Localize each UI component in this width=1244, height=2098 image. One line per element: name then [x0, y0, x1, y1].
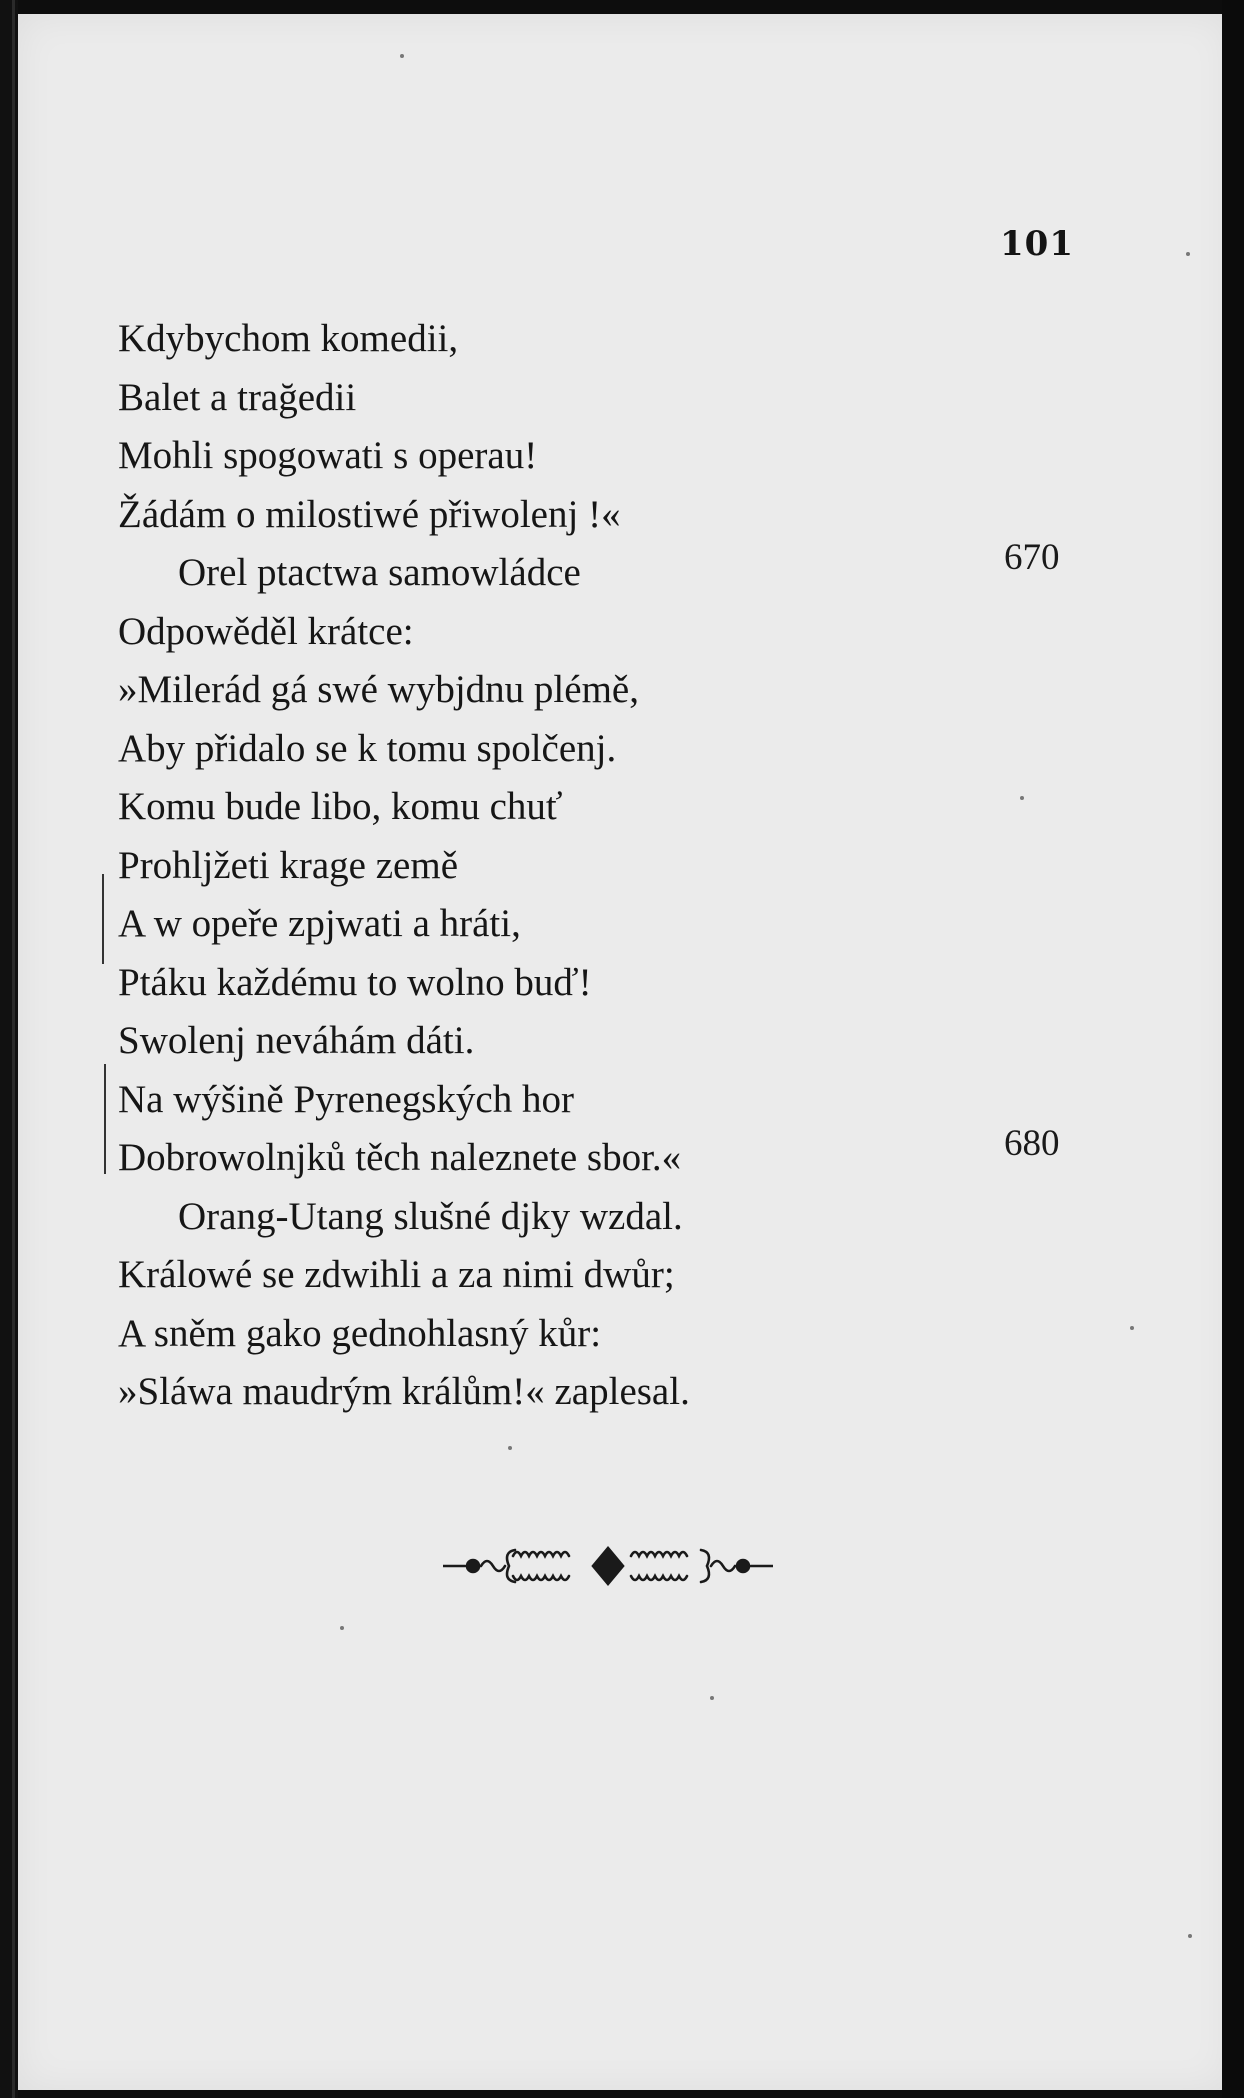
poem-line: Aby přidalo se k tomu spolčenj. — [118, 726, 617, 770]
decorative-vignette-icon — [443, 1536, 773, 1596]
poem-line: A w opeře zpjwati a hráti, — [118, 902, 521, 945]
book-page — [18, 14, 1230, 2090]
poem-line: Kdybychom komedii, — [118, 317, 459, 360]
poem-line: »Sláwa maudrým králům!« zaplesal. — [118, 1370, 690, 1413]
paper-speck — [1186, 252, 1190, 256]
paper-speck — [1130, 1326, 1134, 1330]
line-number-680: 680 — [1004, 1123, 1060, 1164]
poem-line: Swolenj neváhám dáti. — [118, 1019, 475, 1062]
poem-line: Ptáku každému to wolno buď! — [118, 960, 592, 1004]
margin-mark — [102, 874, 104, 964]
paper-speck — [1188, 1934, 1192, 1938]
left-page-edge — [0, 0, 18, 2098]
poem-text — [118, 310, 918, 1422]
poem-line: Orang-Utang slušné djky wzdal. — [178, 1194, 683, 1238]
paper-speck — [710, 1696, 714, 1700]
paper-speck — [1020, 796, 1024, 800]
line-number-670: 670 — [1004, 537, 1060, 578]
poem-line: Prohljžeti krage země — [118, 843, 459, 887]
poem-line: »Milerád gá swé wybjdnu plémě, — [118, 668, 639, 711]
poem-line: Na wýšině Pyrenegských hor — [118, 1077, 574, 1121]
poem-line: Odpowěděl krátce: — [118, 609, 414, 653]
poem-line: Králowé se zdwihli a za nimi dwůr; — [118, 1253, 675, 1296]
poem-line: Žádám o milostiwé přiwolenj !« — [118, 492, 621, 536]
paper-speck — [400, 54, 404, 58]
left-edge-line — [12, 0, 15, 2098]
paper-speck — [340, 1626, 344, 1630]
margin-mark — [104, 1064, 106, 1174]
poem-line: Orel ptactwa samowládce — [178, 551, 581, 594]
paper-speck — [508, 1446, 512, 1450]
poem-line: Komu bude libo, komu chuť — [118, 785, 563, 828]
poem-line: A sněm gako gednohlasný kůr: — [118, 1311, 602, 1355]
poem-line: Dobrowolnjků těch naleznete sbor.« — [118, 1136, 682, 1179]
poem-line: Mohli spogowati s operau! — [118, 434, 538, 477]
poem-line: Balet a trağedii — [118, 375, 357, 419]
page-number: 101 — [1000, 224, 1074, 264]
right-page-edge — [1222, 0, 1244, 2098]
